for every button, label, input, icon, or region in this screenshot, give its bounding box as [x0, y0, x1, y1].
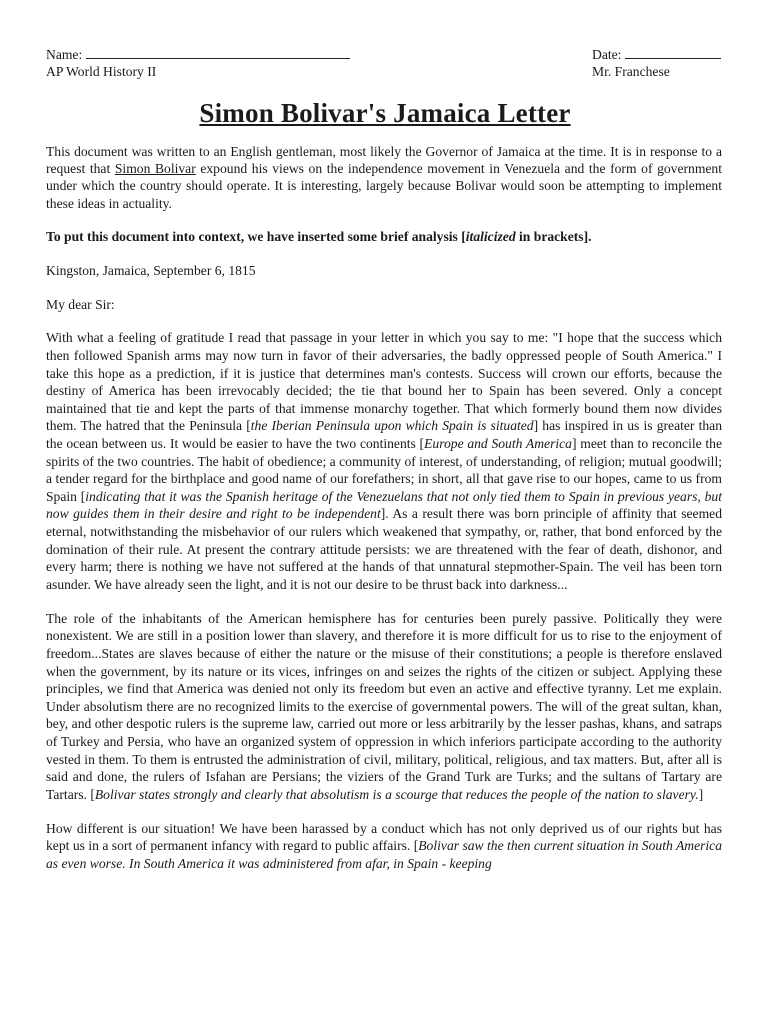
- letter-paragraph-3: [46, 820, 722, 873]
- document-body: [46, 143, 722, 873]
- context-note-text-1: To put this document into context, we have inserted some brief analysis [: [46, 229, 466, 245]
- context-note: [46, 228, 722, 245]
- p1-analysis-1: the Iberian Peninsula upon which Spain is situated: [250, 418, 534, 434]
- p1-text-d: ]. As a result there was born principle of affinity that seemed eternal, notwithstanding the misbehavior of our rulers which weakened that sympathy, or, rather, that bond enforced by the domination of their rule. At present the contrary attitude persists: we are threatened with the fear of death, dishonor, and every harm; there is nothing we have not suffered at the hands of that unnatural stepmother-Spain. The veil has been torn asunder. We have already seen the light, and it is not our desire to be thrust back into darkness...: [46, 506, 722, 592]
- p1-text-b: ] has inspired in us is greater than the ocean between us. It would be easier to have the two continents [: [46, 418, 722, 451]
- p1-text-c: ] meet than to reconcile the spirits of the two countries. The habit of obedience; a community of interest, of understanding, of religion; mutual goodwill; a tender regard for the birthplace and good name of our forefathers; in short, all that gave rise to our hopes, came to us from Spain [: [46, 435, 722, 504]
- p2-text-a: The role of the inhabitants of the American hemisphere has for centuries been purely passive. Politically they were nonexistent. We are still in a position lower than slavery, and therefore it is more difficult for us to rise to the enjoyment of freedom...States are slaves because of either the nature or the misuse of their constitutions; a people is therefore enslaved when the government, by its nature or its vices, infringes on and seizes the rights of the citizen or subject. Applying these principles, we find that America was denied not only its freedom but even an active and effective tyranny. Let me explain. Under absolutism there are no recognized limits to the exercise of governmental powers. The will of the great sultan, khan, bey, and other despotic rulers is the supreme law, carried out more or less arbitrarily by the lesser pashas, khans, and satraps of Turkey and Persia, who have an organized system of oppression in which inferiors participate according to the authority vested in them. To them is entrusted the administration of civil, military, political, religious, and tax matters. But, after all is said and done, the rulers of Isfahan are Persians; the viziers of the Grand Turk are Turks; and the sultans of Tartary are Tartars. [: [46, 610, 722, 802]
- p2-text-b: ]: [698, 786, 704, 802]
- intro-text-2: expound his views on the independence movement in Venezuela and the form of government under which the country should operate. It is interesting, largely because Bolivar would soon be attempting to implement these ideas in actuality.: [46, 161, 722, 211]
- p2-analysis-1: Bolivar states strongly and clearly that absolutism is a scourge that reduces the people of the nation to slavery.: [94, 786, 699, 802]
- p1-text-a: With what a feeling of gratitude I read that passage in your letter in which you say to me: "I hope that the success which then followed Spanish arms may now turn in favor of their adversaries, the badly oppressed people of South America." I take this hope as a prediction, if it is justice that determines man's contests. Success will crown our efforts, because the destiny of America has been irrevocably decided; the tie that bound her to Spain has been severed. Only a concept maintained that tie and kept the parts of that immense monarchy together. That which formerly bound them now divides them. The hatred that the Peninsula [: [46, 330, 722, 434]
- teacher-name: Mr. Franchese: [592, 64, 670, 79]
- intro-paragraph: [46, 143, 722, 212]
- date-label: Date:: [592, 47, 622, 62]
- p3-text-a: How different is our situation! We have been harassed by a conduct which has not only deprived us of our rights but has kept us in a sort of permanent infancy with regard to public affairs. [: [46, 820, 722, 854]
- course-name: AP World History II: [46, 64, 157, 79]
- letter-paragraph-2: [46, 610, 722, 804]
- name-blank-line[interactable]: [86, 46, 350, 59]
- p1-analysis-3: indicating that it was the Spanish heritage of the Venezuelans that not only tied them to Spain in previous years, but now guides them in their desire and right to be independent: [46, 488, 722, 522]
- header-row-1: [46, 46, 724, 63]
- context-note-italic: italicized: [465, 229, 516, 245]
- name-field: [46, 46, 446, 63]
- intro-text-1: This document was written to an English gentleman, most likely the Governor of Jamaica at the time. It is in response to a request that: [46, 144, 722, 177]
- context-note-text-2: in brackets].: [515, 229, 592, 245]
- p1-analysis-2: Europe and South America: [424, 435, 572, 451]
- page-title: Simon Bolivar's Jamaica Letter: [199, 98, 571, 128]
- date-blank-line[interactable]: [625, 46, 721, 59]
- p3-analysis-1: Bolivar saw the then current situation in South America as even worse. In South America it was administered from afar, in Spain - keeping: [46, 838, 722, 872]
- date-field: [592, 46, 724, 63]
- name-label: Name:: [46, 47, 83, 62]
- letter-paragraph-1: [46, 329, 722, 593]
- header-row-2: [46, 63, 724, 80]
- simon-bolivar-link[interactable]: Simon Bolivar: [114, 161, 196, 177]
- letter-place-date: Kingston, Jamaica, September 6, 1815: [46, 263, 256, 279]
- letter-salutation: My dear Sir:: [46, 296, 115, 312]
